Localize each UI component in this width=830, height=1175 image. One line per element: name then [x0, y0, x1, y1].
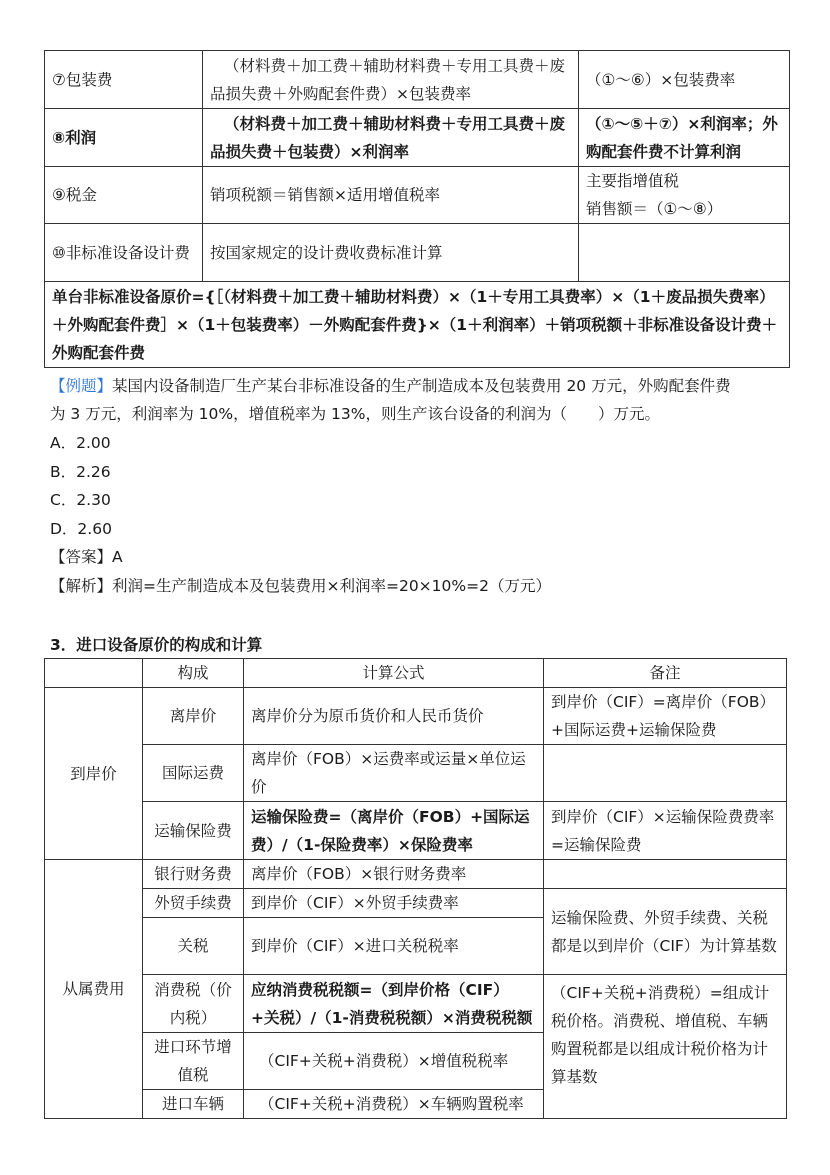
cell-item: 银行财务费 — [143, 860, 244, 889]
cell-item: 进口环节增值税 — [143, 1033, 244, 1090]
table-row — [45, 745, 787, 802]
example-tag: 【例题】 — [50, 377, 113, 395]
cell-item: 国际运费 — [143, 745, 244, 802]
cell-item: 进口车辆 — [143, 1090, 244, 1119]
cell-note: 到岸价（CIF）=离岸价（FOB）+国际运费+运输保险费 — [544, 688, 787, 745]
analysis: 【解析】利润=生产制造成本及包装费用×利润率=20×10%=2（万元） — [50, 577, 551, 595]
option-d: D．2.60 — [50, 520, 112, 538]
cell-name: ⑧利润 — [45, 109, 203, 167]
section-title: 3．进口设备原价的构成和计算 — [50, 636, 263, 654]
table-row — [45, 975, 787, 1033]
cell-note: （CIF+关税+消费税）=组成计税价格。消费税、增值税、车辆购置税都是以组成计税价格为计算基数 — [544, 975, 787, 1119]
cell-formula: 按国家规定的设计费收费标准计算 — [203, 224, 579, 282]
table-row — [45, 224, 790, 282]
example-question-line — [50, 372, 731, 400]
table-row — [45, 889, 787, 918]
cell-item: 离岸价 — [143, 688, 244, 745]
cell-formula: （CIF+关税+消费税）×车辆购置税率 — [244, 1090, 544, 1119]
header-cell: 计算公式 — [244, 659, 544, 688]
summary-formula: 单台非标准设备原价={［（材料费＋加工费＋辅助材料费）×（1＋专用工具费率）×（1＋废品损失费率）＋外购配套件费］×（1＋包装费率）－外购配套件费}×（1＋利润率）＋销项税额＋非标准设备设计费＋外购配套件费 — [45, 282, 790, 368]
cell-formula: （材料费＋加工费＋辅助材料费＋专用工具费＋废品损失费＋外购配套件费）×包装费率 — [203, 51, 579, 109]
import-cost-table — [44, 658, 787, 1119]
cell-note: 到岸价（CIF）×运输保险费费率=运输保险费 — [544, 802, 787, 860]
cell-item: 运输保险费 — [143, 802, 244, 860]
cell-name: ⑦包装费 — [45, 51, 203, 109]
cell-formula: 销项税额＝销售额×适用增值税率 — [203, 167, 579, 224]
question-text: 某国内设备制造厂生产某台非标准设备的生产制造成本及包装费用 20 万元，外购配套件费 — [112, 377, 731, 395]
cell-formula: 运输保险费=（离岸价（FOB）+国际运费）/（1-保险费率）×保险费率 — [244, 802, 544, 860]
cell-formula: 离岸价（FOB）×银行财务费率 — [244, 860, 544, 889]
cell-note — [579, 224, 790, 282]
cell-formula: （CIF+关税+消费税）×增值税税率 — [244, 1033, 544, 1090]
table-row — [45, 860, 787, 889]
group-label: 从属费用 — [45, 860, 143, 1119]
cell-formula: 离岸价分为原币货价和人民币货价 — [244, 688, 544, 745]
option-c: C．2.30 — [50, 491, 111, 509]
cell-note: （①～⑥）×包装费率 — [579, 51, 790, 109]
cell-formula: 应纳消费税税额=（到岸价格（CIF）+关税）/（1-消费税税额）×消费税税额 — [244, 975, 544, 1033]
summary-row — [45, 282, 790, 368]
note-line: 主要指增值税 — [586, 172, 680, 190]
cell-item: 外贸手续费 — [143, 889, 244, 918]
question-text: 为 3 万元，利润率为 10%，增值税率为 13%，则生产该台设备的利润为（ ）万元。 — [50, 405, 660, 423]
table-row — [45, 51, 790, 109]
cell-item: 消费税（价内税） — [143, 975, 244, 1033]
table-row — [45, 167, 790, 224]
cell-note — [579, 167, 790, 224]
table-header — [45, 659, 787, 688]
note-line: 销售额＝（①～⑧） — [586, 200, 723, 218]
cell-formula: 离岸价（FOB）×运费率或运量×单位运价 — [244, 745, 544, 802]
cell-note: 运输保险费、外贸手续费、关税都是以到岸价（CIF）为计算基数 — [544, 889, 787, 975]
cell-name: ⑩非标准设备设计费 — [45, 224, 203, 282]
header-cell: 构成 — [143, 659, 244, 688]
header-cell: 备注 — [544, 659, 787, 688]
group-label: 到岸价 — [45, 688, 143, 860]
cell-formula: 到岸价（CIF）×进口关税税率 — [244, 918, 544, 975]
table-row — [45, 688, 787, 745]
option-a: A．2.00 — [50, 434, 111, 452]
cell-item: 关税 — [143, 918, 244, 975]
cell-formula: （材料费＋加工费＋辅助材料费＋专用工具费＋废品损失费＋包装费）×利润率 — [203, 109, 579, 167]
cost-table — [44, 50, 790, 368]
table-row — [45, 109, 790, 167]
option-b: B．2.26 — [50, 463, 111, 481]
answer: 【答案】A — [50, 548, 123, 566]
table-row — [45, 802, 787, 860]
cell-formula: 到岸价（CIF）×外贸手续费率 — [244, 889, 544, 918]
cell-name: ⑨税金 — [45, 167, 203, 224]
cell-note: （①～⑤＋⑦）×利润率；外购配套件费不计算利润 — [579, 109, 790, 167]
